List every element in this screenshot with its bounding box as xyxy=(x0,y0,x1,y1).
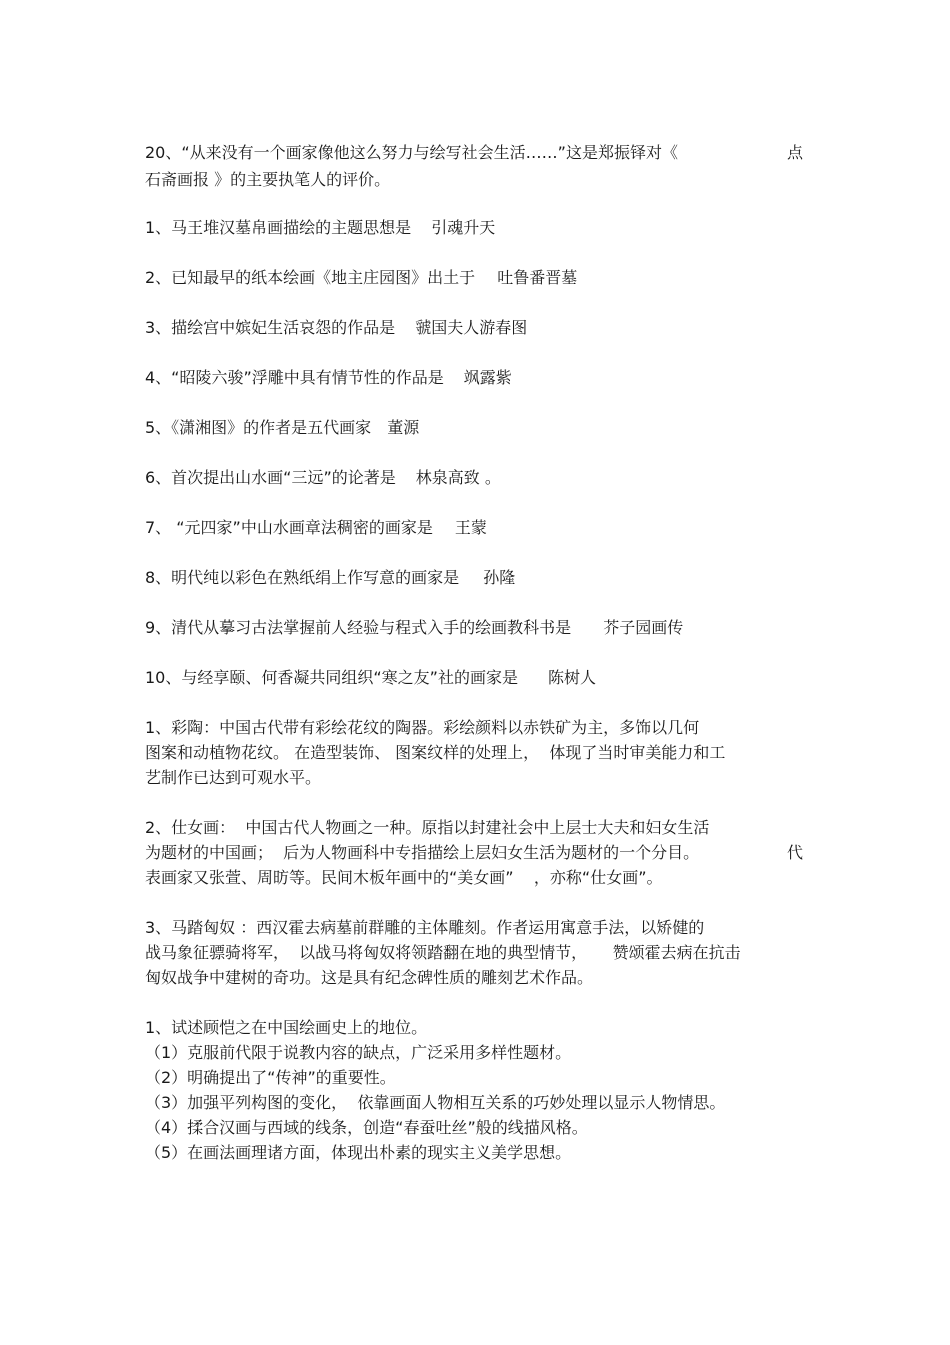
fill-question-1: 1、马王堆汉墓帛画描绘的主题思想是 引魂升天 xyxy=(145,218,496,237)
q20-line2: 石斋画报 》的主要执笔人的评价。 xyxy=(145,170,391,189)
term-2-line-1: 2、仕女画： 中国古代人物画之一种。原指以封建社会中上层士大夫和妇女生活 xyxy=(145,818,710,837)
term-3-line-1: 3、马踏匈奴 ：西汉霍去病墓前群雕的主体雕刻。作者运用寓意手法，以矫健的 xyxy=(145,918,705,937)
fill-question-6: 6、首次提出山水画“三远”的论著是 林泉高致 。 xyxy=(145,468,501,487)
term-2-line-2-end: 代 xyxy=(787,843,804,862)
essay-point-3: （3）加强平列构图的变化， 依靠画面人物相互关系的巧妙处理以显示人物情思。 xyxy=(145,1093,726,1112)
fill-question-10: 10、与经享颐、何香凝共同组织“寒之友”社的画家是 陈树人 xyxy=(145,668,596,687)
essay-point-4: （4）揉合汉画与西域的线条，创造“春蚕吐丝”般的线描风格。 xyxy=(145,1118,588,1137)
q20-line1: 20、“从来没有一个画家像他这么努力与绘写社会生活……”这是郑振铎对《 xyxy=(145,143,678,162)
essay-point-2: （2）明确提出了“传神”的重要性。 xyxy=(145,1068,396,1087)
fill-question-8: 8、明代纯以彩色在熟纸绢上作写意的画家是 孙隆 xyxy=(145,568,516,587)
q20-line1-end: 点 xyxy=(787,143,804,162)
fill-question-4: 4、“昭陵六骏”浮雕中具有情节性的作品是 飒露紫 xyxy=(145,368,512,387)
fill-question-7: 7、 “元四家”中山水画章法稠密的画家是 王蒙 xyxy=(145,518,487,537)
term-1-line-1: 1、彩陶：中国古代带有彩绘花纹的陶器。彩绘颜料以赤铁矿为主，多饰以几何 xyxy=(145,718,700,737)
term-1-line-3: 艺制作已达到可观水平。 xyxy=(145,768,322,787)
essay-point-5: （5）在画法画理诸方面，体现出朴素的现实主义美学思想。 xyxy=(145,1143,572,1162)
fill-question-9: 9、清代从摹习古法掌握前人经验与程式入手的绘画教科书是 芥子园画传 xyxy=(145,618,684,637)
term-2-line-2: 为题材的中国画； 后为人物画科中专指描绘上层妇女生活为题材的一个分目。 xyxy=(145,843,700,862)
fill-question-5: 5、《潇湘图》的作者是五代画家 董源 xyxy=(145,418,420,437)
fill-question-2: 2、已知最早的纸本绘画《地主庄园图》出土于 吐鲁番晋墓 xyxy=(145,268,578,287)
fill-question-3: 3、描绘宫中嫔妃生活哀怨的作品是 虢国夫人游春图 xyxy=(145,318,528,337)
essay-point-1: （1）克服前代限于说教内容的缺点，广泛采用多样性题材。 xyxy=(145,1043,572,1062)
term-3-line-3: 匈奴战争中建树的奇功。这是具有纪念碑性质的雕刻艺术作品。 xyxy=(145,968,594,987)
term-2-line-3: 表画家又张萱、周昉等。民间木板年画中的“美女画” ，亦称“仕女画”。 xyxy=(145,868,663,887)
term-3-line-2: 战马象征骠骑将军， 以战马将匈奴将领踏翻在地的典型情节， 赞颂霍去病在抗击 xyxy=(145,943,741,962)
term-1-line-2: 图案和动植物花纹。 在造型装饰、 图案纹样的处理上， 体现了当时审美能力和工 xyxy=(145,743,726,762)
essay-title: 1、试述顾恺之在中国绘画史上的地位。 xyxy=(145,1018,428,1037)
